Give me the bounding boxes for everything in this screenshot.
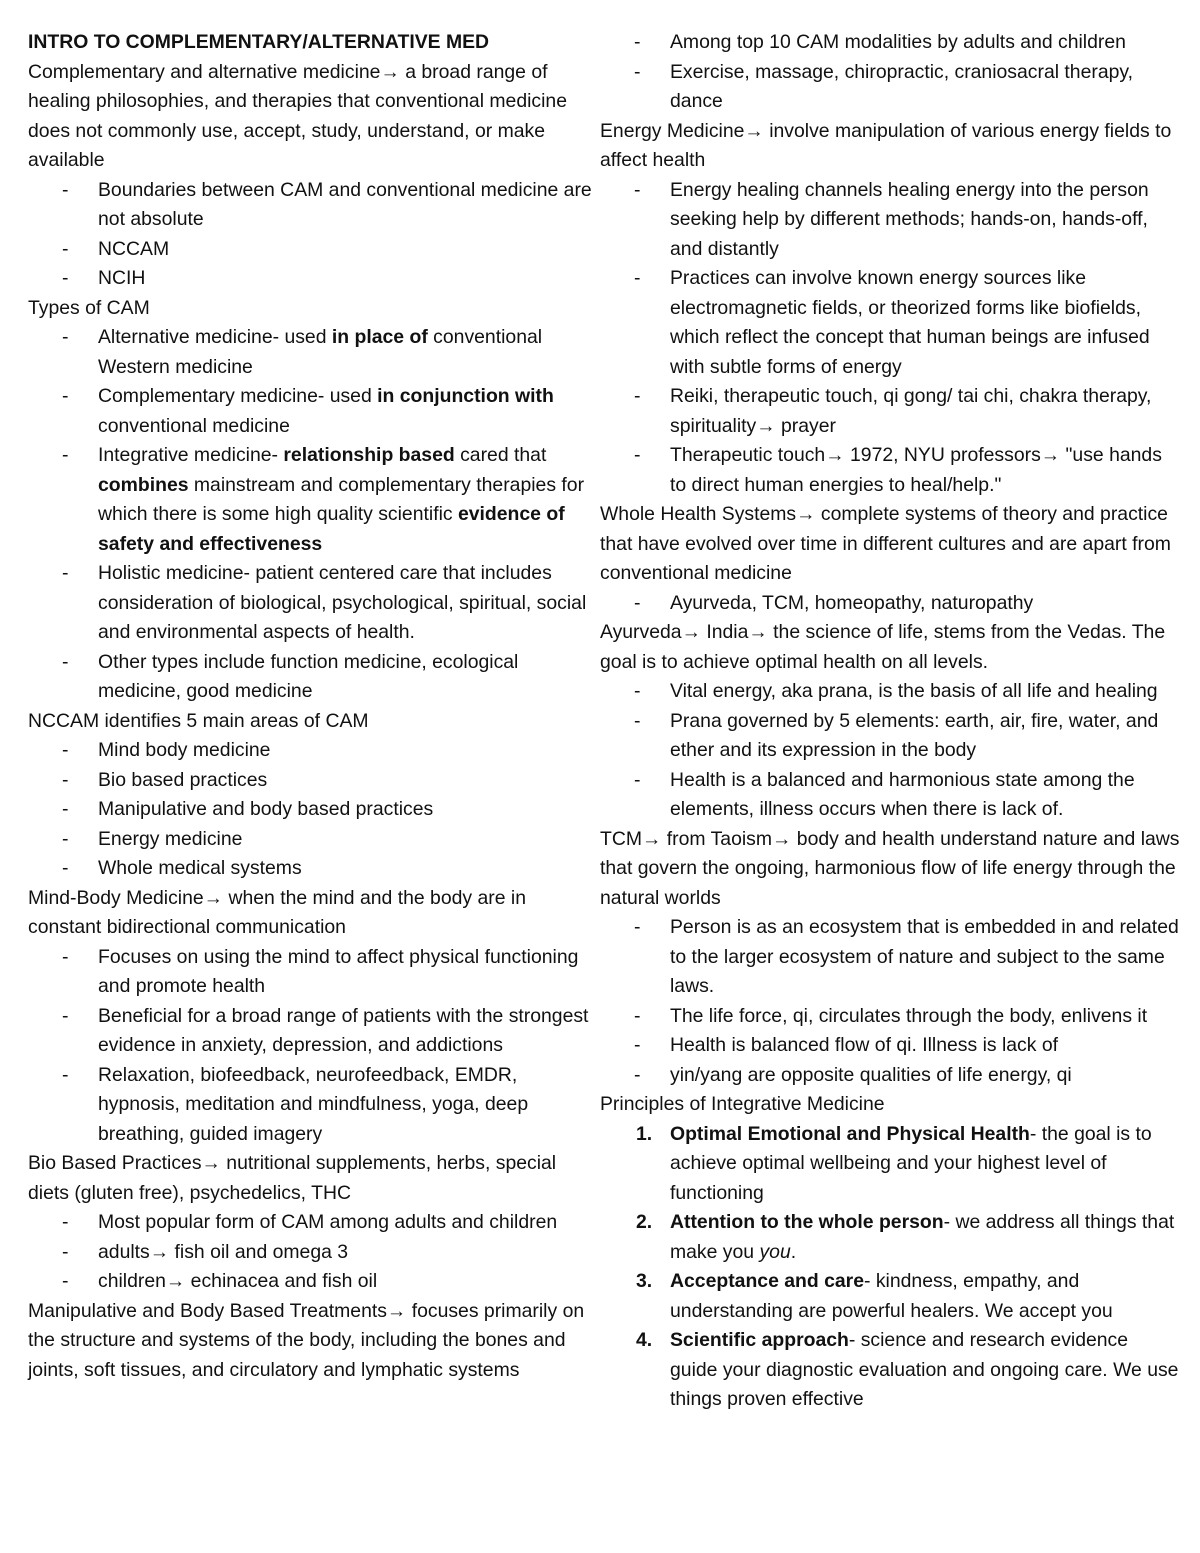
numbered-item: 4. Scientific approach- science and research evidence guide your diagnostic evaluation and ongoing care. We use things proven effective — [636, 1329, 1179, 1410]
list-item: - Mind body medicine — [62, 739, 271, 761]
list-item: - NCIH — [62, 267, 146, 289]
list-item: - Most popular form of CAM among adults and children — [62, 1211, 558, 1233]
list-item: - Therapeutic touch→ 1972, NYU professors→ "use hands to direct human energies to heal/help." — [634, 444, 1162, 496]
ayurveda-definition: Ayurveda→ India→ the science of life, stems from the Vedas. The goal is to achieve optimal health on all levels. — [600, 621, 1166, 673]
tcm-definition: TCM→ from Taoism→ body and health understand nature and laws that govern the ongoing, harmonious flow of life energy through the natural worlds — [600, 827, 1180, 909]
list-item-complementary: - Complementary medicine- used in conjunction with conventional medicine — [62, 385, 554, 437]
list-item: - Energy medicine — [62, 827, 243, 850]
list-item: - Health is balanced flow of qi. Illness is lack of — [634, 1034, 1059, 1056]
cam-definition: Complementary and alternative medicine→ a broad range of healing philosophies, and therapies that conventional medicine does not commonly use, accept, study, understand, or make available — [28, 60, 567, 171]
list-item: - Energy healing channels healing energy into the person seeking help by different methods; hands-on, hands-off, and distantly — [634, 178, 1149, 260]
list-item: - Practices can involve known energy sources like electromagnetic fields, or theorized forms like biofields, which reflect the concept that human beings are infused with subtle forms of energy — [634, 267, 1150, 378]
list-item: - Focuses on using the mind to affect physical functioning and promote health — [62, 945, 579, 997]
list-item-other: - Other types include function medicine, ecological medicine, good medicine — [62, 650, 519, 702]
list-item: - Bio based practices — [62, 768, 268, 791]
whole-health-definition: Whole Health Systems→ complete systems of theory and practice that have evolved over time in different cultures and are apart from conventional medicine — [600, 503, 1171, 584]
numbered-item: 3. Acceptance and care- kindness, empathy, and understanding are powerful healers. We accept you — [636, 1270, 1113, 1322]
section-heading-types: Types of CAM — [28, 296, 150, 319]
list-item: - Exercise, massage, chiropractic, craniosacral therapy, dance — [634, 60, 1134, 112]
list-item-alternative: - Alternative medicine- used in place of conventional Western medicine — [62, 326, 543, 378]
manipulative-definition: Manipulative and Body Based Treatments→ focuses primarily on the structure and systems of the body, including the bones and joints, soft tissues, and circulatory and lymphatic systems — [28, 1299, 585, 1381]
list-item: - Among top 10 CAM modalities by adults and children — [634, 31, 1126, 53]
list-item: - Whole medical systems — [62, 857, 302, 879]
bio-based-definition: Bio Based Practices→ nutritional supplements, herbs, special diets (gluten free), psychedelics, THC — [28, 1152, 557, 1204]
numbered-item: 1. Optimal Emotional and Physical Health- the goal is to achieve optimal wellbeing and your highest level of functioning — [636, 1122, 1152, 1204]
list-item: - Boundaries between CAM and conventional medicine are not absolute — [62, 178, 592, 230]
document-title: INTRO TO COMPLEMENTARY/ALTERNATIVE MED — [28, 31, 490, 53]
list-item: - Person is as an ecosystem that is embedded in and related to the larger ecosystem of nature and subject to the same laws. — [634, 916, 1179, 997]
list-item: - Beneficial for a broad range of patients with the strongest evidence in anxiety, depression, and addictions — [62, 1004, 589, 1056]
section-heading-nccam: NCCAM identifies 5 main areas of CAM — [28, 709, 369, 732]
list-item: - Vital energy, aka prana, is the basis of all life and healing — [634, 680, 1158, 702]
energy-medicine-definition: Energy Medicine→ involve manipulation of various energy fields to affect health — [600, 119, 1172, 171]
list-item: - Ayurveda, TCM, homeopathy, naturopathy — [634, 591, 1034, 614]
mind-body-definition: Mind-Body Medicine→ when the mind and the body are in constant bidirectional communication — [28, 886, 526, 938]
list-item: - Health is a balanced and harmonious state among the elements, illness occurs when there is lack of. — [634, 768, 1135, 820]
list-item: - yin/yang are opposite qualities of life energy, qi — [634, 1063, 1072, 1086]
left-column — [28, 28, 600, 1385]
section-heading-principles: Principles of Integrative Medicine — [600, 1093, 885, 1115]
list-item: - Prana governed by 5 elements: earth, air, fire, water, and ether and its expression in the body — [634, 709, 1159, 761]
list-item-holistic: - Holistic medicine- patient centered care that includes consideration of biological, psychological, spiritual, social and environmental aspects of health. — [62, 562, 587, 643]
list-item-integrative: - Integrative medicine- relationship based cared that combines mainstream and complementary therapies for which there is some high quality scientific evidence of safety and effectiveness — [62, 444, 585, 555]
list-item: - children→ echinacea and fish oil — [62, 1270, 378, 1292]
list-item: - Reiki, therapeutic touch, qi gong/ tai chi, chakra therapy, spirituality→ prayer — [634, 385, 1152, 437]
numbered-item: 2. Attention to the whole person- we address all things that make you you. — [636, 1211, 1175, 1263]
list-item: - NCCAM — [62, 237, 170, 260]
list-item: - The life force, qi, circulates through the body, enlivens it — [634, 1004, 1148, 1027]
list-item: - Relaxation, biofeedback, neurofeedback, EMDR, hypnosis, meditation and mindfulness, yoga, deep breathing, guided imagery — [62, 1063, 529, 1145]
list-item: - Manipulative and body based practices — [62, 798, 434, 820]
list-item: - adults→ fish oil and omega 3 — [62, 1240, 349, 1263]
right-column — [600, 28, 1180, 1415]
